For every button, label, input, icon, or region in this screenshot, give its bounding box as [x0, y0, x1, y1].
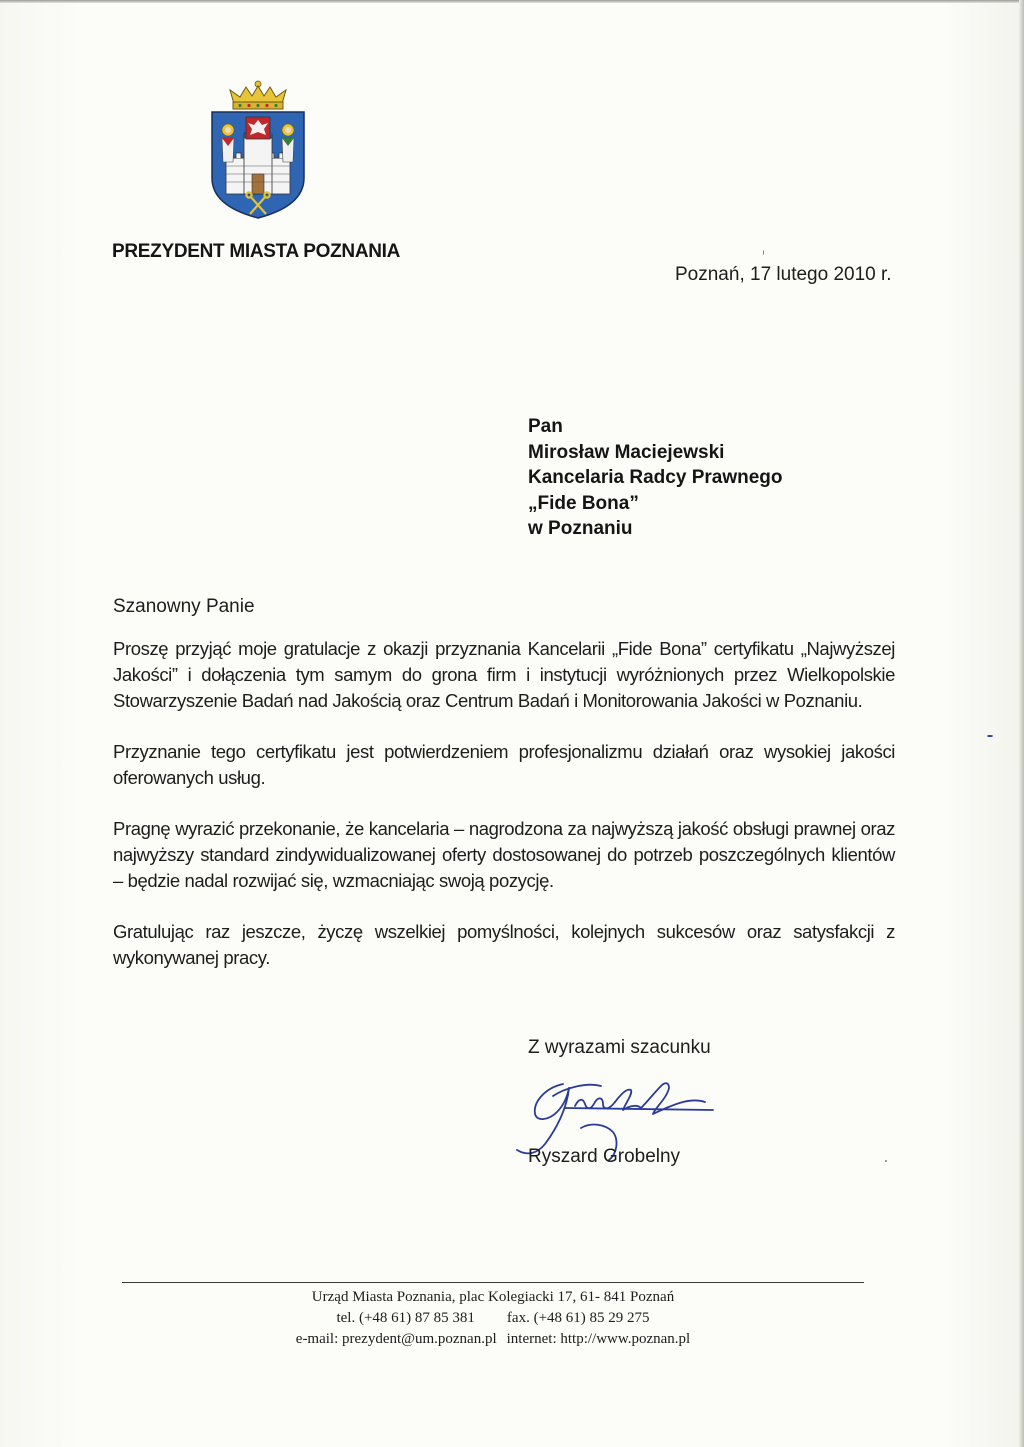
- office-title: PREZYDENT MIASTA POZNANIA: [112, 241, 401, 262]
- saint-figure-right: [282, 124, 294, 162]
- scan-speck: [763, 250, 764, 255]
- recipient-line: Mirosław Maciejewski: [528, 441, 725, 463]
- footer-tel: tel. (+48 61) 87 85 381: [336, 1310, 475, 1326]
- footer-address: Urząd Miasta Poznania, plac Kolegiacki 17, 61- 841 Poznań: [311, 1289, 675, 1305]
- recipient-line: Kancelaria Radcy Prawnego: [528, 467, 783, 488]
- footer-contact-line: [122, 1329, 864, 1350]
- scan-speck: [885, 1160, 887, 1162]
- footer-fax: fax. (+48 61) 85 29 275: [506, 1310, 650, 1326]
- poznan-coat-of-arms-icon: [208, 80, 308, 220]
- closing-phrase: Z wyrazami szacunku: [528, 1037, 711, 1058]
- recipient-line: „Fide Bona”: [528, 492, 639, 514]
- footer-divider: [122, 1282, 864, 1283]
- salutation: Szanowny Panie: [113, 596, 255, 617]
- saint-figure-left: [222, 124, 234, 162]
- scan-right-edge: [1019, 0, 1024, 1447]
- body-paragraph: Pragnę wyrazić przekonanie, że kancelaria – nagrodzona za najwyższą jakość obsługi prawnej oraz najwyższy standard zindywidualizowanej oferty dostosowanej do potrzeb poszczególnych klientów – będzie nadal rozwijać się, wzmacniając swoją pozycję.: [113, 818, 895, 891]
- recipient-line: w Poznaniu: [528, 518, 633, 539]
- letter-date: Poznań, 17 lutego 2010 r.: [675, 264, 892, 285]
- scan-speck: [987, 735, 993, 737]
- recipient-block: [528, 414, 783, 542]
- signer-name: Ryszard Grobelny: [528, 1146, 681, 1167]
- body-paragraph: Przyznanie tego certyfikatu jest potwierdzeniem profesjonalizmu działań oraz wysokiej jakości oferowanych usług.: [113, 741, 895, 788]
- footer-internet[interactable]: internet: http://www.poznan.pl: [506, 1331, 691, 1347]
- letterhead-footer: [122, 1287, 864, 1350]
- footer-phone-line: [122, 1308, 864, 1329]
- footer-email[interactable]: e-mail: prezydent@um.poznan.pl: [295, 1331, 497, 1347]
- recipient-line: Pan: [528, 416, 563, 437]
- letter-body: [113, 636, 895, 996]
- body-paragraph: Proszę przyjąć moje gratulacje z okazji przyznania Kancelarii „Fide Bona” certyfikatu „Najwyższej Jakości” i dołączenia tym samym do grona firm i instytucji wyróżnionych przez Wielkopolskie Stowarzyszenie Badań nad Jakością oraz Centrum Badań i Monitorowania Jakości w Poznaniu.: [113, 638, 895, 711]
- body-paragraph: Gratulując raz jeszcze, życzę wszelkiej pomyślności, kolejnych sukcesów oraz satysfakcji z wykonywanej pracy.: [113, 921, 895, 968]
- scan-top-edge: [0, 0, 1024, 3]
- crown-icon: [230, 81, 286, 109]
